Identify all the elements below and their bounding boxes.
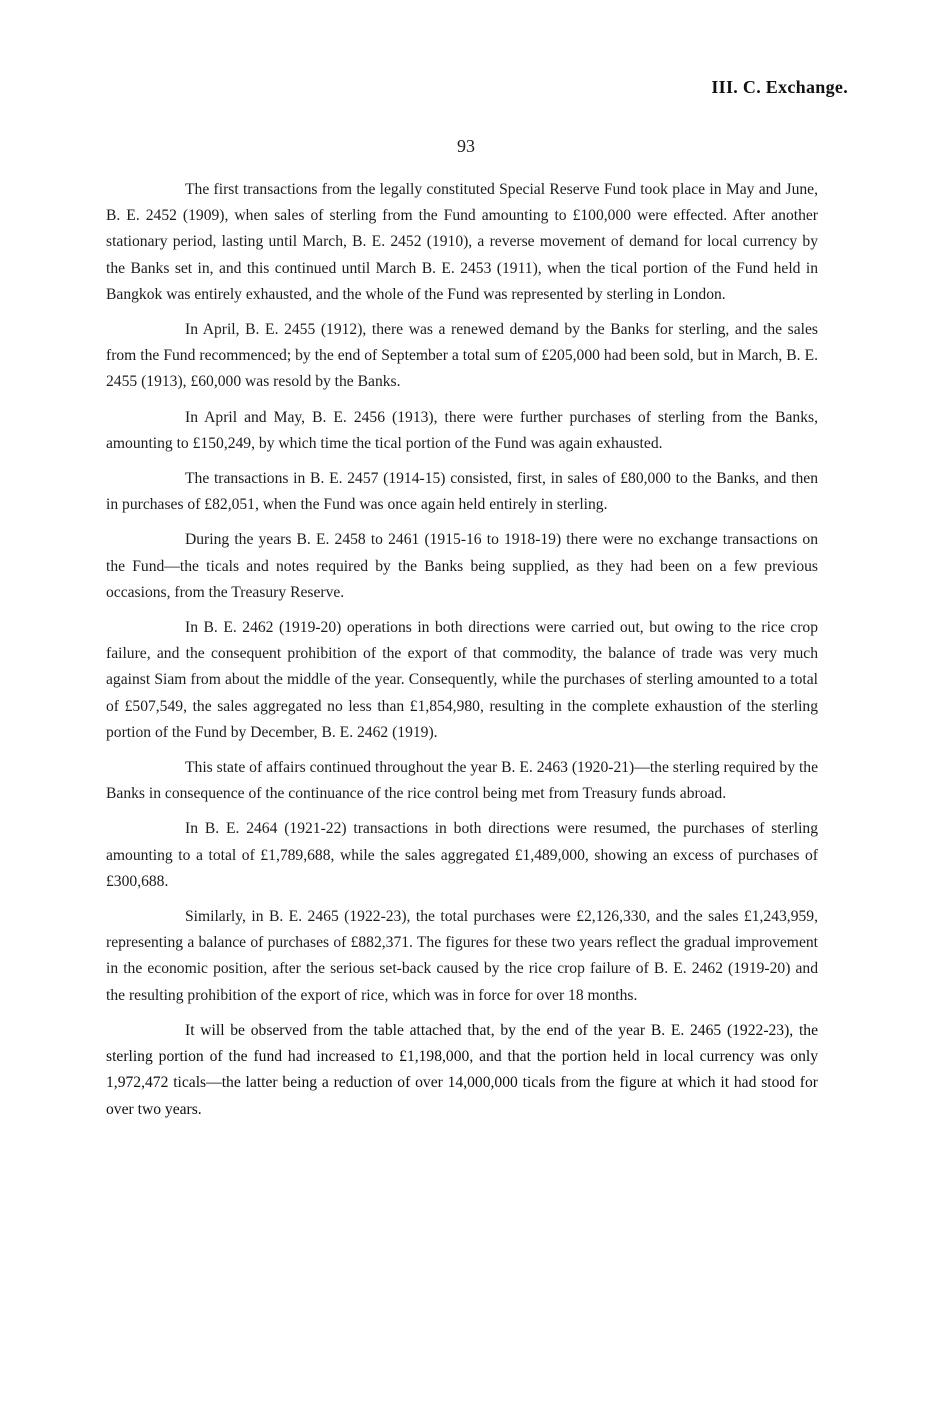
paragraph-2: In April, B. E. 2455 (1912), there was a renewed demand by the Banks for sterling, and the sales from the Fund recommenced; by the end of September a total sum of £205,000 had been sold, but in March, B. E. 2455 (1913), £60,000 was resold by the Banks. [106,321,818,391]
paragraph-1: The first transactions from the legally constituted Special Reserve Fund took place in May and June, B. E. 2452 (1909), when sales of sterling from the Fund amounting to £100,000 were effected. After another stationary period, lasting until March, B. E. 2452 (1910), a reverse movement of demand for local currency by the Banks set in, and this continued until March B. E. 2453 (1911), when the tical portion of the Fund held in Bangkok was entirely exhausted, and the whole of the Fund was represented by sterling in London. [106,181,818,303]
body-text [106,177,818,1132]
paragraph-9: Similarly, in B. E. 2465 (1922-23), the total purchases were £2,126,330, and the sales £1,243,959, representing a balance of purchases of £882,371. The figures for these two years reflect the gradual improvement in the economic position, after the serious set-back caused by the rice crop failure of B. E. 2462 (1919-20) and the resulting prohibition of the export of rice, which was in force for over 18 months. [106,908,818,1004]
page-number: 93 [457,136,475,156]
paragraph-6: In B. E. 2462 (1919-20) operations in both directions were carried out, but owing to the rice crop failure, and the consequent prohibition of the export of that commodity, the balance of trade was very much against Siam from about the middle of the year. Consequently, while the purchases of sterling amounted to a total of £507,549, the sales aggregated no less than £1,854,980, resulting in the complete exhaustion of the sterling portion of the Fund by December, B. E. 2462 (1919). [106,619,818,741]
paragraph-4: The transactions in B. E. 2457 (1914-15) consisted, first, in sales of £80,000 to the Banks, and then in purchases of £82,051, when the Fund was once again held entirely in sterling. [106,470,818,514]
section-header: III. C. Exchange. [711,77,848,97]
paragraph-10: It will be observed from the table attached that, by the end of the year B. E. 2465 (1922-23), the sterling portion of the fund had increased to £1,198,000, and that the portion held in local currency was only 1,972,472 ticals—the latter being a reduction of over 14,000,000 ticals from the figure at which it had stood for over two years. [106,1021,818,1118]
paragraph-3: In April and May, B. E. 2456 (1913), there were further purchases of sterling from the Banks, amounting to £150,249, by which time the tical portion of the Fund was again exhausted. [106,408,818,452]
paragraph-8: In B. E. 2464 (1921-22) transactions in both directions were resumed, the purchases of sterling amounting to a total of £1,789,688, while the sales aggregated £1,489,000, showing an excess of purchases of £300,688. [106,820,818,890]
paragraph-5: During the years B. E. 2458 to 2461 (1915-16 to 1918-19) there were no exchange transactions on the Fund—the ticals and notes required by the Banks being supplied, as they had been on a few previous occasions, from the Treasury Reserve. [106,531,818,601]
paragraph-7: This state of affairs continued throughout the year B. E. 2463 (1920-21)—the sterling required by the Banks in consequence of the continuance of the rice control being met from Treasury funds abroad. [106,759,818,803]
